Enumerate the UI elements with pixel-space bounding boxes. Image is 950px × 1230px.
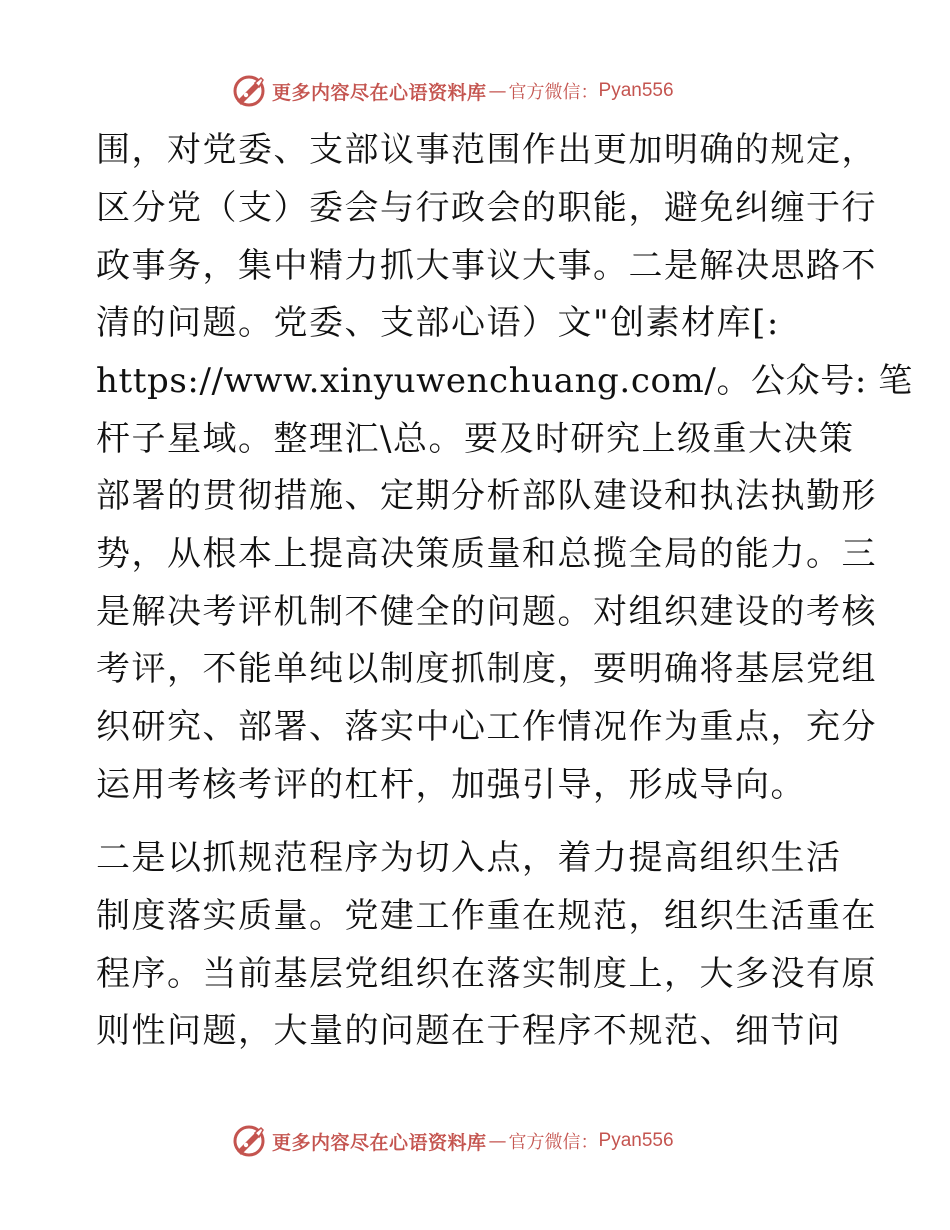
banner-wechat-label: 官方微信： [508,1132,599,1153]
banner-wechat-id: Pyan556 [598,1130,674,1151]
body-line: 程序。当前基层党组织在落实制度上，大多没有原 [96,954,877,994]
footer-banner [232,1124,674,1158]
body-line: 制度落实质量。党建工作重在规范，组织生活重在 [96,896,877,936]
body-line: 是解决考评机制不健全的问题。对组织建设的考核 [96,592,877,632]
body-line: 考评，不能单纯以制度抓制度，要明确将基层党组 [96,649,877,689]
body-line: 部署的贯彻措施、定期分析部队建设和执法执勤形 [96,476,877,516]
body-line: https://www.xinyuwenchuang.com/。公众号: 笔 [96,361,913,401]
banner-dash: — [488,1130,507,1152]
body-line: 则性问题，大量的问题在于程序不规范、细节问 [96,1011,842,1051]
header-banner [232,74,674,108]
pen-logo-icon [232,1124,266,1158]
banner-text: 更多内容尽在心语资料库 [272,1131,487,1154]
body-line: 区分党（支）委会与行政会的职能，避免纠缠于行 [96,188,877,228]
banner-wechat-id: Pyan556 [598,80,674,101]
body-line: 围，对党委、支部议事范围作出更加明确的规定， [96,130,877,170]
body-line: 二是以抓规范程序为切入点，着力提高组织生活 [96,838,842,878]
body-line: 杆子星域。整理汇\总。要及时研究上级重大决策 [96,419,855,459]
banner-text: 更多内容尽在心语资料库 [272,81,487,104]
banner-dash: — [488,80,507,102]
body-line: 清的问题。党委、支部心语）文"创素材库[: [96,303,780,343]
body-line: 政事务，集中精力抓大事议大事。二是解决思路不 [96,246,877,286]
body-line: 势，从根本上提高决策质量和总揽全局的能力。三 [96,534,877,574]
body-line: 运用考核考评的杠杆，加强引导，形成导向。 [96,765,806,805]
body-line: 织研究、部署、落实中心工作情况作为重点，充分 [96,707,877,747]
pen-logo-icon [232,74,266,108]
banner-wechat-label: 官方微信： [508,82,599,103]
